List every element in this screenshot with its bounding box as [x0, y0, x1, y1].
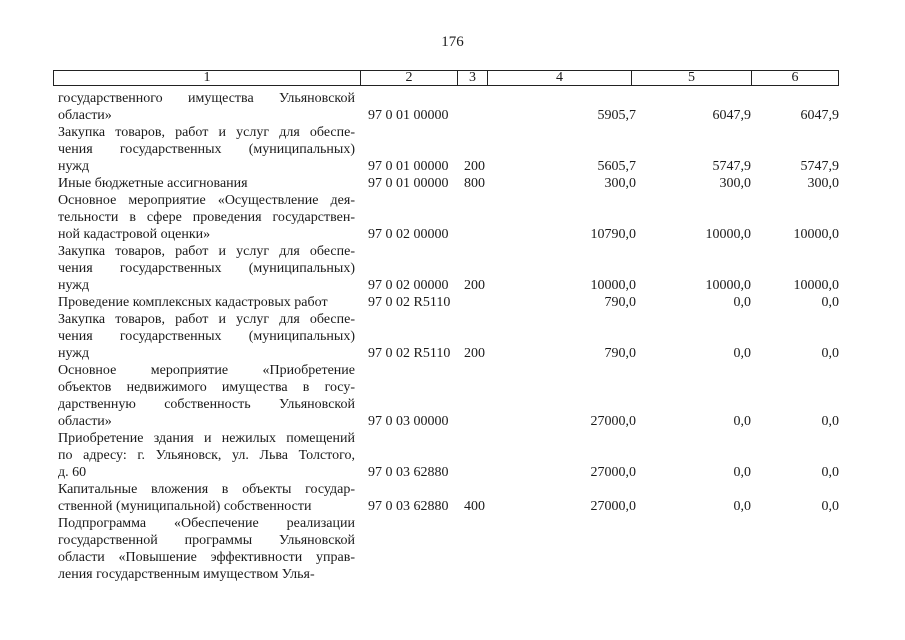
row-description	[58, 430, 355, 481]
description-line: Основное мероприятие «Осуществление дея-	[58, 193, 355, 208]
row-value-1: 27000,0	[590, 499, 636, 514]
description-line: ственной (муниципальной) собственности	[58, 499, 312, 514]
description-line: области «Повышение эффективности управ-	[58, 550, 355, 565]
row-description	[58, 481, 355, 515]
row-code: 97 0 01 00000	[368, 176, 449, 191]
row-value-1: 10790,0	[590, 227, 636, 242]
row-value-1: 300,0	[604, 176, 636, 191]
row-description	[58, 311, 355, 362]
row-description	[58, 362, 355, 430]
row-value-3: 10000,0	[793, 278, 839, 293]
row-description	[58, 175, 355, 192]
description-line: Закупка товаров, работ и услуг для обеспе-	[58, 125, 355, 140]
row-code: 97 0 02 00000	[368, 278, 449, 293]
description-line: Проведение комплексных кадастровых работ	[58, 295, 328, 310]
table-row	[58, 124, 839, 175]
table-row	[58, 90, 839, 124]
page-number: 176	[441, 34, 464, 50]
description-line: области»	[58, 108, 112, 123]
row-value-3: 6047,9	[800, 108, 839, 123]
table-row	[58, 430, 839, 481]
row-value-1: 27000,0	[590, 465, 636, 480]
row-value-3: 300,0	[807, 176, 839, 191]
description-line: нужд	[58, 346, 90, 361]
row-code: 97 0 02 R5110	[368, 295, 451, 310]
description-line: чения государственных (муниципальных)	[58, 329, 355, 344]
row-description	[58, 243, 355, 294]
description-line: Иные бюджетные ассигнования	[58, 176, 248, 191]
header-col-6: 6	[751, 71, 838, 85]
row-value-2: 0,0	[733, 465, 751, 480]
row-value-2: 10000,0	[705, 278, 751, 293]
description-line: объектов недвижимого имущества в госу-	[58, 380, 355, 395]
header-col-5: 5	[631, 71, 751, 85]
row-value-1: 5905,7	[597, 108, 636, 123]
description-line: государственного имущества Ульяновской	[58, 91, 355, 106]
row-code: 97 0 02 R5110	[368, 346, 451, 361]
table-row	[58, 515, 839, 583]
row-code: 97 0 01 00000	[368, 159, 449, 174]
row-value-3: 0,0	[821, 499, 839, 514]
description-line: Закупка товаров, работ и услуг для обеспе-	[58, 312, 355, 327]
description-line: Приобретение здания и нежилых помещений	[58, 431, 355, 446]
row-value-2: 10000,0	[705, 227, 751, 242]
table-row	[58, 243, 839, 294]
header-col-4: 4	[487, 71, 631, 85]
row-value-2: 6047,9	[712, 108, 751, 123]
header-col-2: 2	[360, 71, 457, 85]
row-expense-type: 800	[464, 176, 485, 191]
description-line: нужд	[58, 159, 90, 174]
header-col-1: 1	[203, 70, 211, 85]
row-description	[58, 515, 355, 583]
description-line: тельности в сфере проведения государствен-	[58, 210, 355, 225]
table-header	[53, 70, 839, 86]
description-line: по адресу: г. Ульяновск, ул. Льва Толстого,	[58, 448, 355, 463]
description-line: области»	[58, 414, 112, 429]
description-line: нужд	[58, 278, 90, 293]
row-value-3: 10000,0	[793, 227, 839, 242]
header-col-3: 3	[457, 71, 487, 85]
row-expense-type: 200	[464, 346, 485, 361]
row-expense-type: 200	[464, 278, 485, 293]
row-value-2: 0,0	[733, 295, 751, 310]
row-expense-type: 200	[464, 159, 485, 174]
row-value-1: 27000,0	[590, 414, 636, 429]
table-row	[58, 362, 839, 430]
table-row	[58, 481, 839, 515]
description-line: дарственную собственность Ульяновской	[58, 397, 355, 412]
description-line: государственной программы Ульяновской	[58, 533, 355, 548]
row-description	[58, 124, 355, 175]
row-value-1: 790,0	[604, 346, 636, 361]
row-value-3: 0,0	[821, 295, 839, 310]
row-value-1: 5605,7	[597, 159, 636, 174]
row-code: 97 0 03 62880	[368, 465, 449, 480]
description-line: чения государственных (муниципальных)	[58, 261, 355, 276]
row-code: 97 0 03 62880	[368, 499, 449, 514]
table-body	[58, 90, 839, 583]
row-value-3: 0,0	[821, 346, 839, 361]
description-line: Капитальные вложения в объекты государ-	[58, 482, 355, 497]
row-value-3: 5747,9	[800, 159, 839, 174]
row-code: 97 0 01 00000	[368, 108, 449, 123]
table-row	[58, 192, 839, 243]
description-line: Закупка товаров, работ и услуг для обеспе-	[58, 244, 355, 259]
row-value-2: 0,0	[733, 346, 751, 361]
row-expense-type: 400	[464, 499, 485, 514]
row-value-2: 300,0	[719, 176, 751, 191]
row-value-2: 0,0	[733, 499, 751, 514]
table-row	[58, 175, 839, 192]
description-line: Основное мероприятие «Приобретение	[58, 363, 355, 378]
table-row	[58, 294, 839, 311]
description-line: д. 60	[58, 465, 87, 480]
row-value-1: 10000,0	[590, 278, 636, 293]
description-line: чения государственных (муниципальных)	[58, 142, 355, 157]
row-value-3: 0,0	[821, 465, 839, 480]
row-value-2: 0,0	[733, 414, 751, 429]
row-code: 97 0 02 00000	[368, 227, 449, 242]
row-value-2: 5747,9	[712, 159, 751, 174]
table-row	[58, 311, 839, 362]
row-description	[58, 294, 355, 311]
description-line: ления государственным имуществом Улья-	[58, 567, 315, 582]
description-line: Подпрограмма «Обеспечение реализации	[58, 516, 355, 531]
row-value-3: 0,0	[821, 414, 839, 429]
row-description	[58, 90, 355, 124]
row-value-1: 790,0	[604, 295, 636, 310]
description-line: ной кадастровой оценки»	[58, 227, 211, 242]
row-description	[58, 192, 355, 243]
row-code: 97 0 03 00000	[368, 414, 449, 429]
